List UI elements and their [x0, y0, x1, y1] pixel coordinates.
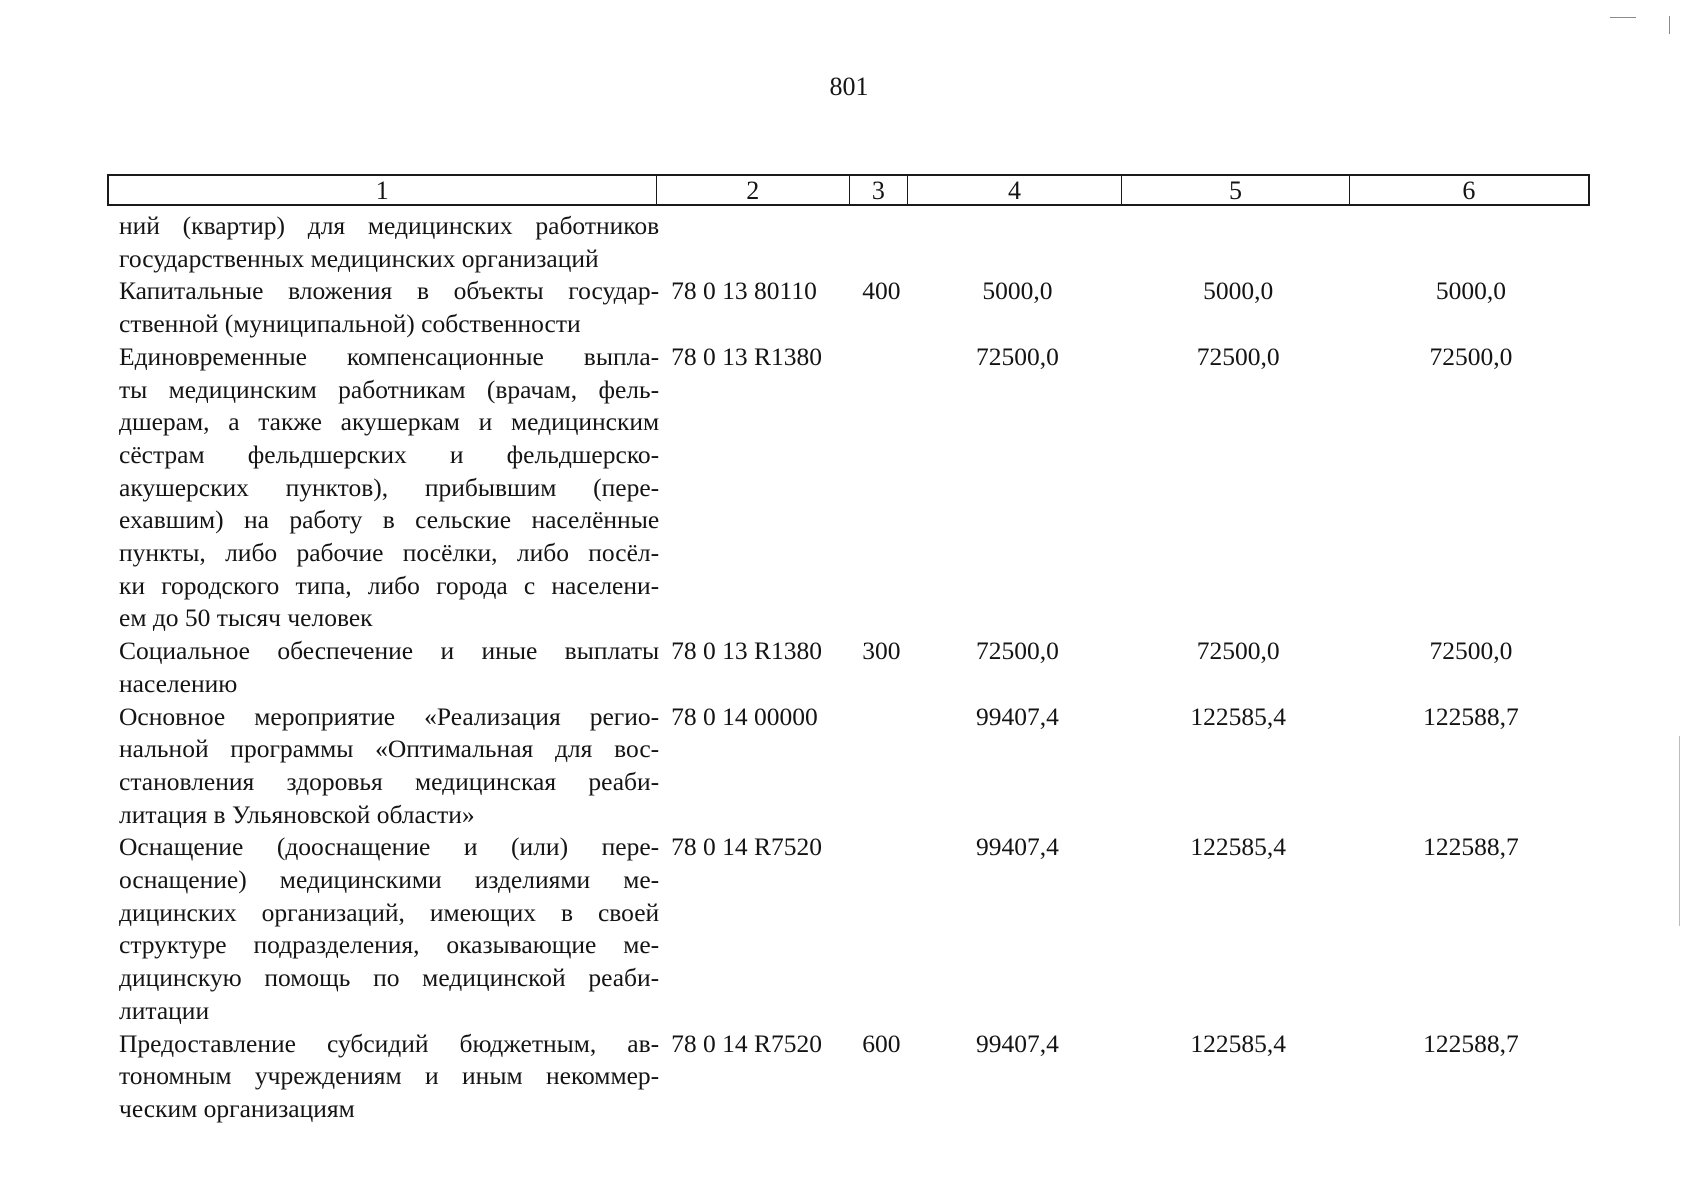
page-number: 801	[829, 72, 869, 101]
row-name-line: Единовременные компенсационные выпла-	[119, 341, 660, 371]
table-row	[107, 1028, 1590, 1126]
row-name-line: нальной программы «Оптимальная для вос-	[119, 734, 660, 764]
row-name-cell	[107, 341, 659, 635]
scan-artifact-mark	[1679, 736, 1680, 926]
row-name-line: ний (квартир) для медицинских работников	[119, 211, 660, 240]
table-body	[107, 210, 1590, 1126]
row-name-line: дицинскую помощь по медицинской реаби-	[119, 963, 660, 993]
value-col-6-cell: 72500,0	[1429, 341, 1513, 371]
value-col-5-cell: 5000,0	[1203, 276, 1274, 306]
value-col-4-cell: 99407,4	[976, 701, 1059, 731]
row-name-line: сёстрам фельдшерских и фельдшерско-	[119, 439, 660, 469]
header-col-1: 1	[109, 176, 657, 204]
row-name-line: Оснащение (дооснащение и (или) пере-	[119, 832, 660, 862]
row-name-line: оснащение) медицинскими изделиями ме-	[119, 865, 660, 895]
row-name-line: ки городского типа, либо города с населени-	[119, 570, 660, 600]
row-name-line: государственных медицинских организаций	[119, 243, 599, 273]
table-row	[107, 210, 1590, 275]
row-name-cell	[107, 275, 659, 340]
row-name-line: акушерских пунктов), прибывшим (пере-	[119, 472, 660, 502]
scan-artifact-mark	[1669, 16, 1670, 34]
row-name-line: Основное мероприятие «Реализация регио-	[119, 701, 660, 731]
row-name-line: Предоставление субсидий бюджетным, ав-	[119, 1028, 660, 1058]
target-code-cell: 78 0 14 00000	[671, 701, 818, 731]
row-name-line: пункты, либо рабочие посёлки, либо посёл-	[119, 538, 660, 568]
table-row	[107, 341, 1590, 635]
row-name-line: ты медицинским работникам (врачам, фель-	[119, 374, 660, 404]
header-col-4: 4	[908, 176, 1122, 204]
scan-artifact-mark	[1610, 17, 1636, 18]
table-row	[107, 275, 1590, 340]
value-col-4-cell: 72500,0	[976, 636, 1059, 666]
row-name-cell	[107, 831, 659, 1027]
row-name-line: структуре подразделения, оказывающие ме-	[119, 930, 660, 960]
target-code-cell: 78 0 13 80110	[671, 276, 817, 306]
target-code-cell: 78 0 13 R1380	[671, 636, 823, 666]
value-col-6-cell: 5000,0	[1435, 276, 1506, 306]
row-name-line: ственной (муниципальной) собственности	[119, 309, 581, 339]
row-name-cell	[107, 210, 659, 275]
value-col-4-cell: 99407,4	[976, 832, 1059, 862]
header-col-2: 2	[657, 176, 850, 204]
table-row	[107, 635, 1590, 700]
row-name-line: дицинских организаций, имеющих в своей	[119, 897, 660, 927]
row-name-line: литация в Ульяновской области»	[119, 799, 475, 829]
table-row	[107, 831, 1590, 1027]
row-name-line: литации	[119, 995, 210, 1025]
value-col-4-cell: 99407,4	[976, 1028, 1059, 1058]
row-name-cell	[107, 635, 659, 700]
value-col-4-cell: 5000,0	[982, 276, 1053, 306]
value-col-5-cell: 122585,4	[1190, 832, 1287, 862]
value-col-6-cell: 122588,7	[1423, 832, 1519, 862]
value-col-5-cell: 122585,4	[1190, 1028, 1287, 1058]
row-name-cell	[107, 1028, 659, 1126]
value-col-6-cell: 122588,7	[1423, 701, 1519, 731]
value-col-5-cell: 122585,4	[1190, 701, 1287, 731]
value-col-6-cell: 72500,0	[1429, 636, 1513, 666]
value-col-6-cell: 122588,7	[1423, 1028, 1519, 1058]
row-name-line: ем до 50 тысяч человек	[119, 603, 373, 633]
value-col-4-cell: 72500,0	[976, 341, 1059, 371]
expense-type-cell: 400	[862, 276, 901, 306]
value-col-5-cell: 72500,0	[1196, 636, 1280, 666]
target-code-cell: 78 0 14 R7520	[671, 832, 823, 862]
header-col-6: 6	[1462, 176, 1476, 205]
table-row	[107, 701, 1590, 832]
row-name-line: Капитальные вложения в объекты государ-	[119, 276, 660, 306]
row-name-line: дшерам, а также акушеркам и медицинским	[119, 407, 660, 437]
expense-type-cell: 600	[862, 1028, 901, 1058]
row-name-line: тономным учреждениям и иным некоммер-	[119, 1061, 660, 1091]
target-code-cell: 78 0 13 R1380	[671, 341, 823, 371]
table-header-row	[107, 174, 1590, 206]
target-code-cell: 78 0 14 R7520	[671, 1028, 823, 1058]
row-name-line: ехавшим) на работу в сельские населённые	[119, 505, 660, 535]
row-name-line: становления здоровья медицинская реаби-	[119, 766, 660, 796]
expense-type-cell: 300	[862, 636, 901, 666]
value-col-5-cell: 72500,0	[1196, 341, 1280, 371]
header-col-3: 3	[850, 176, 908, 204]
row-name-line: ческим организациям	[119, 1093, 355, 1123]
header-col-5: 5	[1122, 176, 1349, 204]
row-name-cell	[107, 701, 659, 832]
row-name-line: населению	[119, 668, 238, 698]
row-name-line: Социальное обеспечение и иные выплаты	[119, 636, 660, 666]
